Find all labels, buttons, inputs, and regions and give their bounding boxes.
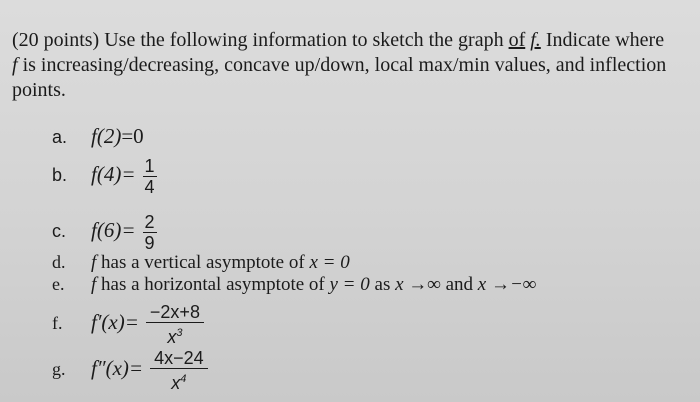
item-g <box>52 348 208 393</box>
problem-statement <box>12 28 692 103</box>
item-f-lhs: f′(x)= <box>91 310 139 335</box>
item-b-numerator: 1 <box>144 156 155 176</box>
instruction-text-3: is increasing/decreasing, concave up/down, local max/min values, and inflection <box>22 54 667 76</box>
item-e <box>52 272 536 297</box>
instruction-text-4: points. <box>12 79 66 101</box>
item-c-numerator: 2 <box>144 212 155 232</box>
item-d-text: f has a vertical asymptote of x = 0 <box>91 252 350 273</box>
item-b-fraction <box>143 156 157 197</box>
item-c-fraction <box>143 212 157 253</box>
item-b <box>52 156 157 197</box>
item-a-math: f(2)=0 <box>91 124 144 148</box>
item-c-lhs: f(6)= <box>91 218 136 243</box>
points-label: (20 points) <box>12 29 100 51</box>
item-e-label: e. <box>52 274 65 294</box>
item-g-lhs: f″(x)= <box>91 356 144 381</box>
item-f-fraction <box>146 302 204 347</box>
item-b-lhs: f(4)= <box>91 162 136 187</box>
item-b-label: b. <box>52 165 68 186</box>
instruction-text-1: Use the following information to sketch the graph <box>104 29 504 51</box>
item-c-denominator: 9 <box>144 233 155 253</box>
item-a <box>52 124 144 149</box>
item-g-fraction <box>150 348 208 393</box>
item-c-label: c. <box>52 221 67 242</box>
instruction-text-2: Indicate where <box>545 29 665 51</box>
function-name-2: f <box>12 54 18 76</box>
item-e-text: f has a horizontal asymptote of y = 0 as x →∞ and x →−∞ <box>91 274 537 295</box>
item-f-label: f. <box>52 313 63 334</box>
item-f-denominator: $x^3$ <box>167 327 183 347</box>
item-g-numerator: 4x−24 <box>150 348 208 369</box>
of-word: of <box>508 29 526 51</box>
function-name: f. <box>530 29 541 51</box>
item-f-numerator: −2x+8 <box>146 302 204 323</box>
item-a-label: a. <box>52 127 68 147</box>
item-f <box>52 302 204 347</box>
item-c <box>52 212 157 253</box>
item-d-label: d. <box>52 252 66 272</box>
item-b-denominator: 4 <box>144 177 155 197</box>
item-g-label: g. <box>52 359 66 380</box>
item-g-denominator: $x^4$ <box>171 373 187 393</box>
